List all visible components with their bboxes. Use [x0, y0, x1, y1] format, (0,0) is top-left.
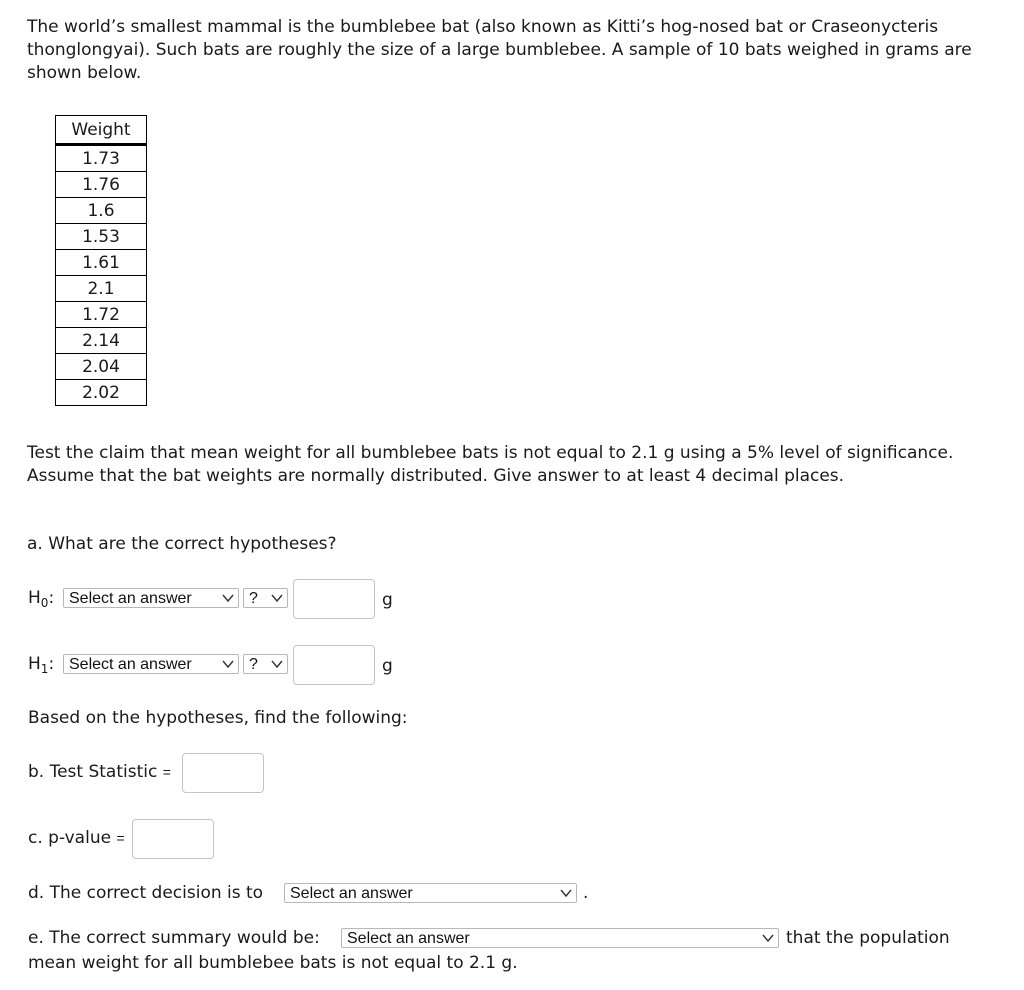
h0-operator-select[interactable]: ? — [243, 588, 288, 608]
h1-label: $H_1$: — [28, 654, 55, 676]
table-row — [56, 145, 147, 172]
claim-text: Test the claim that mean weight for all bumblebee bats is not equal to 2.1 g using a 5% level of significance. Assume that the bat weights are normally distributed. Give answer to at least 4 decimal places. — [27, 443, 954, 486]
table-header-weight: Weight — [56, 116, 147, 145]
table-row — [56, 276, 147, 302]
table-row — [56, 172, 147, 198]
weight-cell: 1.53 — [56, 224, 147, 250]
table-row — [56, 224, 147, 250]
weight-cell: 1.73 — [56, 145, 147, 172]
based-on-text: Based on the hypotheses, find the following: — [28, 708, 408, 728]
decision-select[interactable]: Select an answer — [284, 883, 577, 903]
chevron-down-icon — [271, 659, 283, 669]
decision-label: d. The correct decision is to — [28, 883, 264, 903]
weight-table — [55, 115, 147, 406]
weight-cell: 1.72 — [56, 302, 147, 328]
h1-operator-select[interactable]: ? — [243, 654, 288, 674]
table-row — [56, 250, 147, 276]
table-row — [56, 198, 147, 224]
weight-cell: 1.76 — [56, 172, 147, 198]
part-a-question: a. What are the correct hypotheses? — [27, 534, 337, 554]
weight-cell: 1.61 — [56, 250, 147, 276]
table-row — [56, 380, 147, 406]
weight-cell: 2.02 — [56, 380, 147, 406]
summary-after-text: that the population — [786, 928, 950, 948]
h0-label: $H_0$: — [28, 588, 55, 610]
chevron-down-icon — [762, 933, 774, 943]
h0-value-input[interactable] — [293, 579, 375, 619]
h1-unit: g — [382, 656, 393, 676]
chevron-down-icon — [222, 593, 234, 603]
chevron-down-icon — [222, 659, 234, 669]
table-row — [56, 302, 147, 328]
table-row — [56, 354, 147, 380]
h0-parameter-select[interactable]: Select an answer — [63, 588, 239, 608]
weight-cell: 2.14 — [56, 328, 147, 354]
test-statistic-input[interactable] — [182, 753, 264, 793]
table-row — [56, 328, 147, 354]
p-value-input[interactable] — [132, 819, 214, 859]
test-statistic-label: b. Test Statistic = — [28, 762, 171, 782]
p-value-label: c. p-value = — [28, 828, 125, 848]
h0-unit: g — [382, 590, 393, 610]
weight-cell: 2.1 — [56, 276, 147, 302]
summary-select[interactable]: Select an answer — [341, 928, 779, 948]
summary-label: e. The correct summary would be: — [28, 928, 320, 948]
h1-value-input[interactable] — [293, 645, 375, 685]
chevron-down-icon — [271, 593, 283, 603]
summary-line2: mean weight for all bumblebee bats is not equal to 2.1 g. — [28, 953, 518, 973]
problem-intro: The world’s smallest mammal is the bumblebee bat (also known as Kitti’s hog-nosed bat or Craseonycteris thonglongyai). Such bats are roughly the size of a large bumblebee. A sample of 10 bats weighed in grams are shown below. — [27, 17, 972, 83]
chevron-down-icon — [560, 888, 572, 898]
weight-cell: 2.04 — [56, 354, 147, 380]
decision-period: . — [583, 883, 589, 903]
h1-parameter-select[interactable]: Select an answer — [63, 654, 239, 674]
weight-cell: 1.6 — [56, 198, 147, 224]
